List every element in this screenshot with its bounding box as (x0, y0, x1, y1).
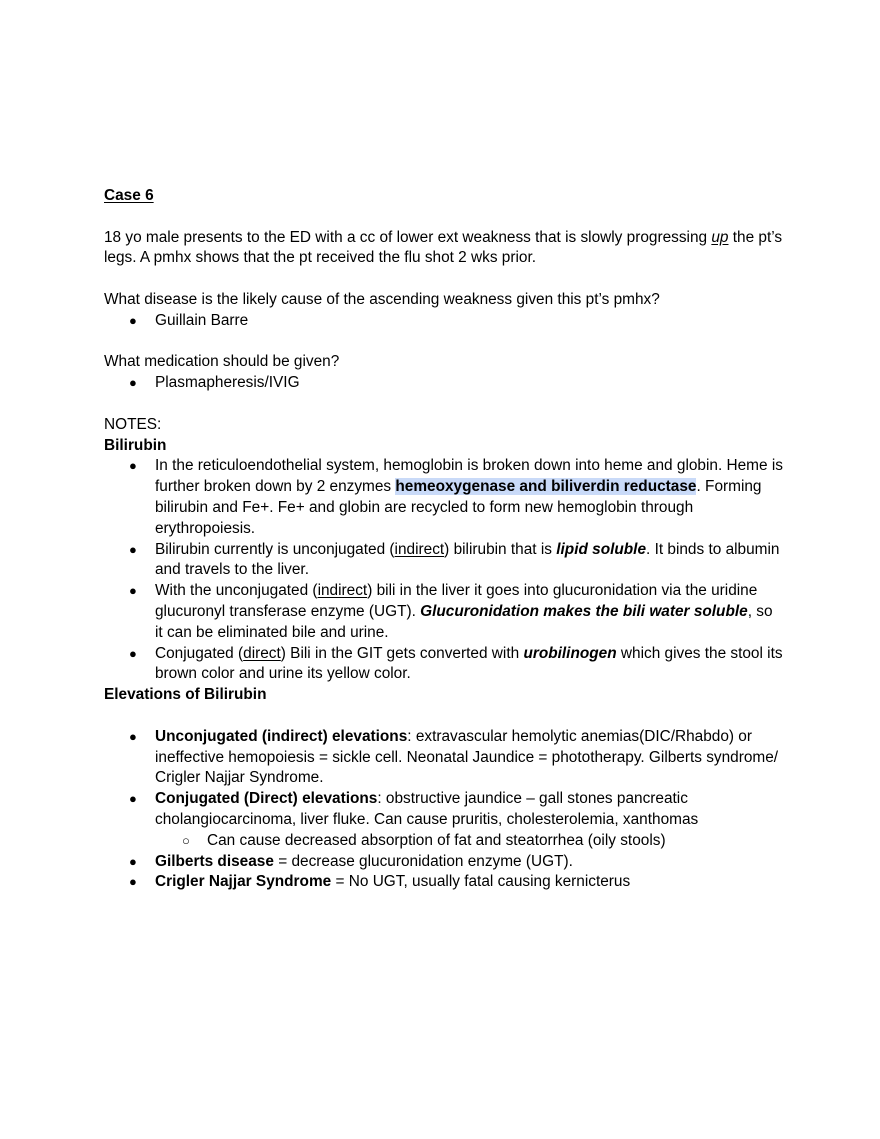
case-presentation: 18 yo male presents to the ED with a cc of lower ext weakness that is slowly progressing up the pt’s legs. A pmhx shows that the pt received the flu shot 2 wks prior. (104, 228, 783, 267)
bilirubin-note-glucuronidation: ● With the unconjugated (indirect) bili in the liver it goes into glucuronidation via the uridine glucuronyl transferase enzyme (UGT). Glucuronidation makes the bili water soluble, so it can be eliminated bile and urine. (104, 581, 784, 643)
bilirubin-note-breakdown: ● In the reticuloendothelial system, hemoglobin is broken down into heme and globin. Heme is further broken down by 2 enzymes hemeoxygenase and biliverdin reductase. Forming bilirubin and Fe+. Fe+ and globin are recycled to form new hemoglobin through erythropoiesis. (104, 456, 784, 539)
elevations-list (104, 727, 784, 893)
notes-label: NOTES: (104, 415, 162, 433)
bilirubin-notes-list (104, 456, 784, 685)
bilirubin-note-conjugated: ● Conjugated (direct) Bili in the GIT gets converted with urobilinogen which gives the stool its brown color and urine its yellow color. (104, 644, 784, 686)
case-title: Case 6 (104, 187, 154, 204)
answer-list-medication (104, 373, 784, 394)
elevation-unconjugated: ● Unconjugated (indirect) elevations: extravascular hemolytic anemias(DIC/Rhabdo) or ineffective hemopoiesis = sickle cell. Neonatal Jaundice = phototherapy. Gilberts syndrome/ Crigler Najjar Syndrome. (104, 727, 784, 789)
elevation-conjugated-subnote: ○ Can cause decreased absorption of fat and steatorrhea (oily stools) (104, 831, 784, 852)
answer-list-disease (104, 311, 784, 332)
highlighted-enzymes: hemeoxygenase and biliverdin reductase (395, 478, 697, 496)
bilirubin-note-unconjugated: ● Bilirubin currently is unconjugated (indirect) bilirubin that is lipid soluble. It binds to albumin and travels to the liver. (104, 540, 784, 582)
question-disease: What disease is the likely cause of the ascending weakness given this pt’s pmhx? (104, 290, 660, 308)
answer-medication: ● Plasmapheresis/IVIG (104, 373, 784, 394)
elevations-heading: Elevations of Bilirubin (104, 686, 267, 704)
document-body (104, 186, 784, 893)
elevation-conjugated: ● Conjugated (Direct) elevations: obstructive jaundice – gall stones pancreatic cholangiocarcinoma, liver fluke. Can cause pruritis, cholesterolemia, xanthomas (104, 789, 784, 831)
elevation-crigler-najjar: ● Crigler Najjar Syndrome = No UGT, usually fatal causing kernicterus (104, 872, 784, 893)
elevation-gilberts: ● Gilberts disease = decrease glucuronidation enzyme (UGT). (104, 852, 784, 873)
question-medication: What medication should be given? (104, 353, 340, 371)
bilirubin-heading: Bilirubin (104, 436, 167, 454)
answer-disease: ● Guillain Barre (104, 311, 784, 332)
